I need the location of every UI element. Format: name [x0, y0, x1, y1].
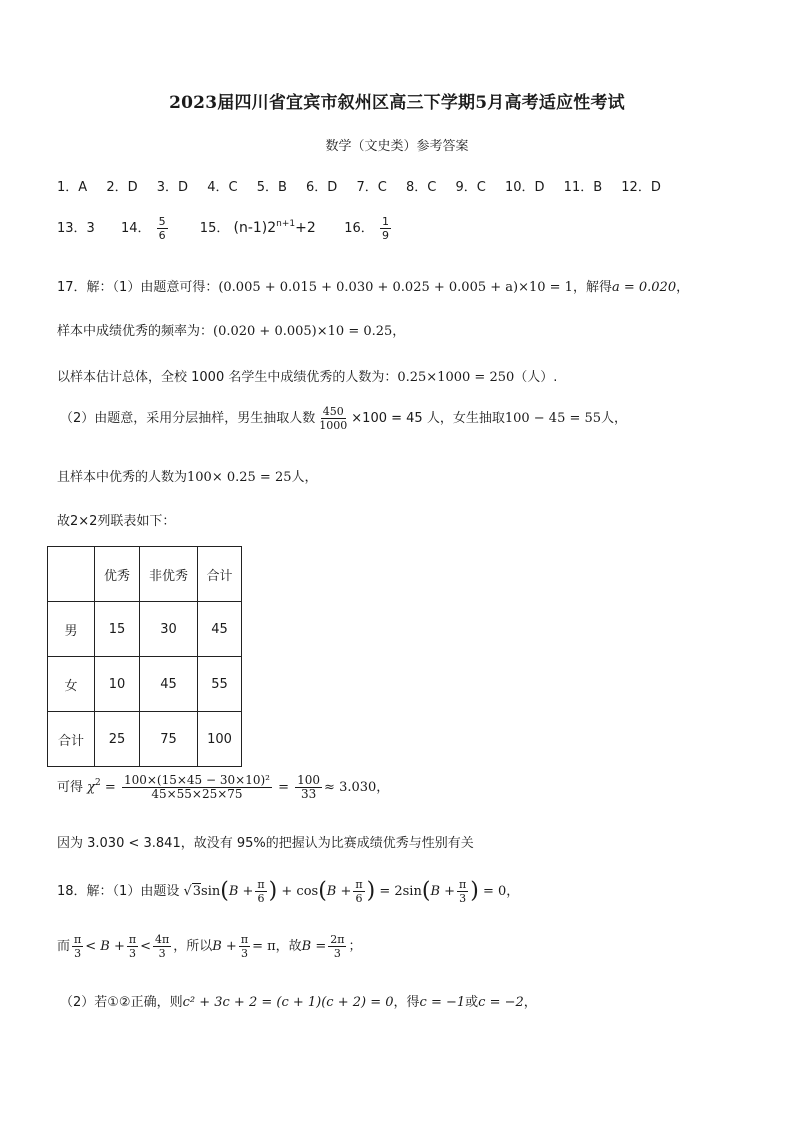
- q17-line-1: [57, 276, 689, 295]
- q17-chi-value: ≈ 3.030: [324, 780, 377, 795]
- table-header-cell: 非优秀: [140, 547, 198, 602]
- q18-zero: = 0: [482, 884, 507, 899]
- q18-and-text: 而: [57, 939, 71, 954]
- q17-excellent-unit: 人，: [291, 470, 318, 485]
- table-header-cell: 合计: [198, 547, 242, 602]
- q18-arg-b: B +: [228, 884, 254, 899]
- q18-pi-over-3: [127, 933, 138, 960]
- answer-14-den: 6: [158, 229, 166, 242]
- q17-intro: 17．解：（1）由题意可得：: [57, 280, 219, 295]
- q18-pi: π: [128, 933, 137, 946]
- answer-14-num: 5: [158, 215, 166, 228]
- answer-14-fraction: [157, 215, 168, 242]
- q18-part2-text: （2）若①②正确，则: [60, 995, 183, 1010]
- table-cell: 100: [198, 712, 242, 767]
- table-header-cell: 优秀: [95, 547, 140, 602]
- q17-sampling-text: （2）由题意，采用分层抽样，男生抽取人数: [60, 411, 316, 426]
- q18-den: 3: [128, 947, 136, 960]
- q17-a-result: a = 0.020: [611, 280, 677, 295]
- q17-frequency-expr: (0.020 + 0.005)×10 = 0.25: [213, 324, 393, 339]
- table-cell: 合计: [48, 712, 95, 767]
- q17-conclusion: 因为 3.030 < 3.841，故没有 95%的把握认为比赛成绩优秀与性别有关: [57, 836, 474, 851]
- q17-comma: ，: [676, 280, 690, 295]
- q17-male-num: 450: [322, 405, 344, 418]
- table-cell: 25: [95, 712, 140, 767]
- q17-line-4: [60, 405, 627, 432]
- table-cell: 45: [198, 602, 242, 657]
- q17-solve-text: ，解得: [572, 280, 612, 295]
- table-cell: 15: [95, 602, 140, 657]
- page-title: 2023届四川省宜宾市叙州区高三下学期5月高考适应性考试: [169, 93, 625, 113]
- q18-cos: + cos: [281, 884, 319, 899]
- answer-15-tail: +2: [295, 220, 316, 236]
- q18-quadratic: c² + 3c + 2 = (c + 1)(c + 2) = 0: [182, 995, 394, 1010]
- answers-row-2: [57, 215, 393, 255]
- answer-13: 13．3: [57, 221, 95, 236]
- q18-arg-b: B +: [326, 884, 352, 899]
- answer-12: 12．D: [621, 180, 661, 195]
- answer-14-label: 14．: [120, 221, 151, 236]
- table-header-cell: [48, 547, 95, 602]
- q18-comma: ，: [506, 884, 520, 899]
- q17-male-den: 1000: [319, 419, 348, 432]
- table-row: [48, 712, 242, 767]
- q18-pi: π: [459, 878, 467, 891]
- q17-line-2: [57, 320, 405, 339]
- q17-chi-symbol: χ: [87, 780, 96, 795]
- answer-15-exponent: n+1: [276, 219, 296, 229]
- q17-chi-num-2: 100: [297, 773, 321, 787]
- answer-6: 6．D: [306, 180, 338, 195]
- answer-16-fraction: [380, 215, 391, 242]
- q18-2pi: 2π: [330, 933, 345, 946]
- table-row: [48, 657, 242, 712]
- table-cell: 男: [48, 602, 95, 657]
- q17-line-5: [57, 466, 318, 485]
- answer-11: 11．B: [563, 180, 603, 195]
- q18-line-3: [60, 991, 537, 1010]
- answer-16-label: 16．: [344, 221, 374, 236]
- q18-line-2: [57, 933, 361, 960]
- q17-chi-fraction: [122, 774, 272, 801]
- q17-chi-sup: 2: [95, 778, 101, 788]
- q17-comma: ，: [392, 324, 406, 339]
- q17-chi-comma: ，: [376, 780, 390, 795]
- answer-10: 10．D: [504, 180, 545, 195]
- q18-sqrt: √3: [183, 884, 202, 899]
- table-cell: 45: [140, 657, 198, 712]
- q17-frequency-text: 样本中成绩优秀的频率为：: [57, 324, 214, 339]
- q17-chi-den: 45×55×25×75: [151, 787, 243, 801]
- q18-4pi: 4π: [155, 933, 170, 946]
- q17-chi-den-2: 33: [300, 787, 317, 801]
- q17-unit: （人）.: [514, 370, 558, 385]
- table-cell: 10: [95, 657, 140, 712]
- q18-root-2: c = −2: [478, 995, 524, 1010]
- q18-intro: 18．解：（1）由题设: [57, 884, 180, 899]
- q18-pi-over-3: [72, 933, 83, 960]
- q18-den: 6: [355, 892, 363, 905]
- q17-chi-prefix: 可得: [57, 780, 84, 795]
- q18-pi: π: [240, 933, 249, 946]
- answer-4: 4．C: [207, 180, 238, 195]
- q18-den: 3: [74, 947, 82, 960]
- q17-estimate-text: 以样本估计总体，全校 1000 名学生中成绩优秀的人数为：: [57, 370, 398, 385]
- q18-den: 3: [158, 947, 166, 960]
- q18-or-text: 或: [465, 995, 479, 1010]
- contingency-table: [47, 546, 242, 767]
- q18-therefore-text: ，故: [275, 939, 302, 954]
- table-cell: 75: [140, 712, 198, 767]
- answer-15-label: 15．: [199, 221, 230, 236]
- answers-row-1: [57, 176, 676, 195]
- q18-so-text: ，所以: [173, 939, 213, 954]
- q18-arg-b: B +: [212, 939, 237, 954]
- q18-pi-over-3: [457, 878, 468, 905]
- answer-9: 9．C: [455, 180, 486, 195]
- q17-table-intro: 故2×2列联表如下：: [57, 514, 176, 529]
- q17-chi-square-line: 可得 $\chi^2$ = $\frac{\text{100×(15×45 − 30×10)²}}{45\times 55\times 25\times 75}$ = $\frac{100}{33}$ ≈ 3.030，: [57, 773, 390, 801]
- q17-male-fraction: [317, 405, 349, 432]
- answer-8: 8．C: [405, 180, 437, 195]
- answer-15-base: 2: [267, 220, 277, 236]
- q17-chi-fraction-2: [295, 774, 322, 801]
- q18-sqrt-radicand: 3: [192, 884, 202, 899]
- table-cell: 女: [48, 657, 95, 712]
- q18-pi-over-6: [353, 878, 364, 905]
- q17-excellent-expr: 100× 0.25 = 25: [187, 470, 292, 485]
- q18-pi: π: [74, 933, 82, 946]
- table-header-row: [48, 547, 242, 602]
- q18-den: 3: [459, 892, 467, 905]
- q17-female-expr: 100 − 45 = 55: [504, 411, 602, 426]
- q18-lt: <: [140, 939, 151, 954]
- q18-den: 3: [240, 947, 248, 960]
- q18-2pi-over-3: [328, 933, 346, 960]
- answer-16-num: 1: [381, 215, 389, 228]
- q17-sum-equation: (0.005 + 0.015 + 0.030 + 0.025 + 0.005 + a)×10 = 1: [218, 280, 573, 295]
- q18-semicolon: ；: [348, 939, 362, 954]
- q18-4pi-over-3: [153, 933, 171, 960]
- table-cell: 30: [140, 602, 198, 657]
- q18-comma: ，: [523, 995, 537, 1010]
- q18-get-text: ，得: [393, 995, 420, 1010]
- q17-estimate-expr: 0.25×1000 = 250: [397, 370, 515, 385]
- q18-inequality-left: < B +: [85, 939, 125, 954]
- page-subtitle: 数学（文史类）参考答案: [325, 139, 469, 154]
- q18-root-1: c = −1: [419, 995, 466, 1010]
- answer-3: 3．D: [156, 180, 189, 195]
- answer-15-expression: [233, 220, 320, 236]
- answer-5: 5．B: [256, 180, 287, 195]
- q17-excellent-text: 且样本中优秀的人数为: [57, 470, 188, 485]
- q18-pi: π: [257, 878, 265, 891]
- q18-arg-b: B +: [430, 884, 456, 899]
- q18-pi: π: [355, 878, 363, 891]
- answer-15-factor: (n-1): [233, 220, 268, 236]
- q17-male-result: ×100 = 45 人，女生抽取: [351, 411, 505, 426]
- answer-1: 1．A: [57, 180, 88, 195]
- q18-sin: sin: [201, 884, 221, 899]
- q18-eq-2sin: = 2sin: [379, 884, 422, 899]
- q18-b-eq: B =: [301, 939, 327, 954]
- q18-line-1: 18．解：（1）由题设 √3sin(B + $\frac{\pi}{6}$ ) + cos(B + $\frac{\pi}{6}$ ) = 2sin(B + $\frac{\pi}{3}$ ) = 0，: [57, 878, 520, 905]
- answer-7: 7．C: [356, 180, 387, 195]
- answer-16-den: 9: [381, 229, 389, 242]
- q18-den: 6: [257, 892, 265, 905]
- answer-2: 2．D: [106, 180, 138, 195]
- q18-den: 3: [333, 947, 341, 960]
- table-row: [48, 602, 242, 657]
- q17-female-unit: 人，: [601, 411, 628, 426]
- q18-pi-over-3: [239, 933, 250, 960]
- q18-eq-pi: = π: [252, 939, 276, 954]
- q18-pi-over-6: [255, 878, 266, 905]
- table-cell: 55: [198, 657, 242, 712]
- q17-chi-num: 100×(15×45 − 30×10)²: [123, 773, 270, 787]
- q17-line-3: [57, 366, 557, 385]
